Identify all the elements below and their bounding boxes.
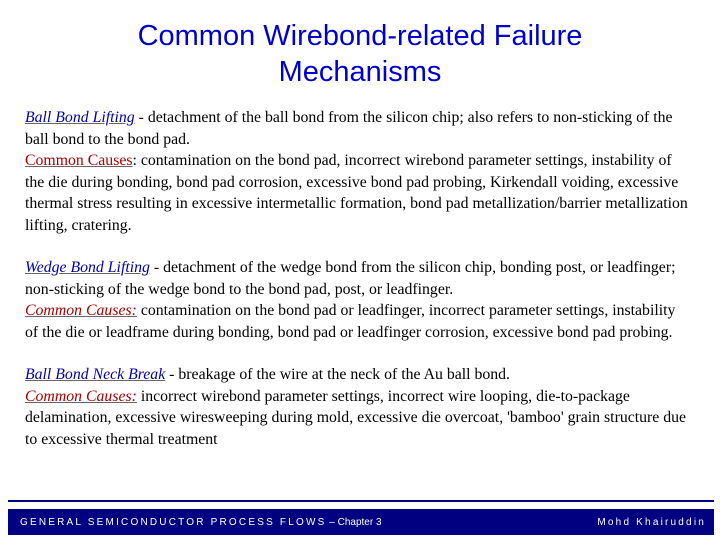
title-line-2: Mechanisms <box>278 56 442 88</box>
footer-chapter: – Chapter 3 <box>326 517 382 528</box>
common-causes-label: Common Causes: <box>25 302 137 319</box>
causes-text: incorrect wirebond parameter settings, incorrect wire looping, die-to-package delamination, excessive wiresweeping during mold, excessive die overcoat, 'bamboo' grain structure due to excessive thermal treatment <box>25 387 687 448</box>
term-ball-bond-lifting: Ball Bond Lifting <box>25 109 135 126</box>
footer-bar <box>8 509 714 535</box>
slide-title <box>0 18 720 90</box>
term-ball-bond-neck-break: Ball Bond Neck Break <box>25 366 166 383</box>
definition-text: - detachment of the ball bond from the silicon chip; also refers to non-sticking of the ball bond to the bond pad. <box>25 109 673 148</box>
causes-text: contamination on the bond pad, incorrect wirebond parameter settings, instability of the die during bonding, bond pad corrosion, excessive bond pad probing, Kirkendall voiding, excessive thermal stress resulting in excessive intermetallic formation, bond pad metallization/barrier metallization lifting, cratering. <box>25 152 688 234</box>
section-ball-bond-lifting <box>25 107 690 236</box>
term-wedge-bond-lifting: Wedge Bond Lifting <box>25 259 150 276</box>
section-wedge-bond-lifting <box>25 257 690 343</box>
section-ball-bond-neck-break <box>25 364 690 450</box>
definition-text: - breakage of the wire at the neck of the Au ball bond. <box>165 366 511 383</box>
footer-divider <box>8 500 714 502</box>
causes-separator: : <box>132 152 141 169</box>
footer-course-title <box>20 517 382 528</box>
common-causes-label: Common Causes: <box>25 387 137 405</box>
footer-author: Mohd Khairuddin <box>597 517 706 528</box>
causes-text: contamination on the bond pad or leadfinger, incorrect parameter settings, instability of the die or leadframe during bonding, bond pad or leadfinger corrosion, excessive bond pad probing. <box>25 302 676 341</box>
definition-text: - detachment of the wedge bond from the silicon chip, bonding post, or leadfinger; non-sticking of the wedge bond to the bond pad, post, or leadfinger. <box>25 259 676 298</box>
slide-body <box>25 107 690 471</box>
common-causes-label: Common Causes <box>25 152 133 169</box>
footer-course-text: GENERAL SEMICONDUCTOR PROCESS FLOWS <box>20 517 327 528</box>
title-line-1: Common Wirebond-related Failure <box>137 20 583 52</box>
